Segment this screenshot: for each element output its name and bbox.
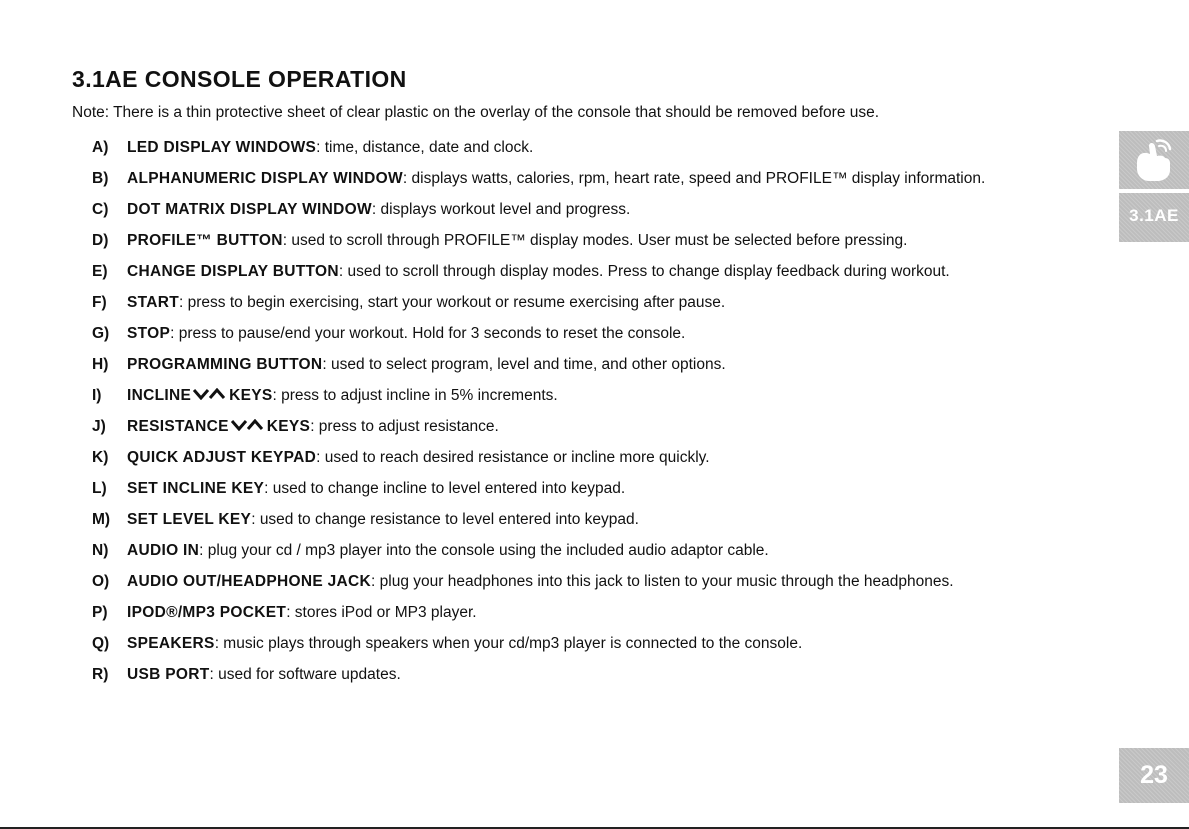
item-description: : displays watts, calories, rpm, heart rate, speed and PROFILE™ display information. — [402, 170, 986, 187]
list-item — [92, 353, 985, 384]
item-description: : used to scroll through PROFILE™ display modes. User must be selected before pressing. — [282, 232, 908, 249]
item-letter: C) — [92, 201, 109, 218]
item-term: SET INCLINE KEY — [127, 480, 265, 497]
section-tab — [1119, 193, 1189, 242]
item-letter: F) — [92, 294, 107, 311]
section-label: 3.1AE — [1129, 206, 1179, 225]
item-description: : used to change incline to level entered into keypad. — [264, 480, 626, 497]
list-item — [92, 415, 985, 446]
page-number-tab — [1119, 748, 1189, 803]
item-letter: G) — [92, 325, 110, 342]
item-term: PROFILE™ BUTTON — [127, 232, 283, 249]
list-item — [92, 477, 985, 508]
item-description: : press to begin exercising, start your workout or resume exercising after pause. — [179, 294, 726, 311]
item-term: STOP — [127, 325, 171, 342]
item-letter: N) — [92, 542, 109, 559]
list-item — [92, 136, 985, 167]
item-term: CHANGE DISPLAY BUTTON — [127, 263, 339, 280]
item-letter: J) — [92, 418, 106, 436]
item-description: : stores iPod or MP3 player. — [286, 604, 477, 621]
console-feature-list — [92, 136, 985, 694]
item-term: ALPHANUMERIC DISPLAY WINDOW — [127, 170, 403, 187]
item-term: RESISTANCE — [127, 418, 229, 436]
item-term: INCLINE — [127, 387, 192, 405]
list-item — [92, 198, 985, 229]
item-letter: O) — [92, 573, 110, 590]
item-letter: E) — [92, 263, 108, 280]
item-term: AUDIO OUT/HEADPHONE JACK — [127, 573, 372, 590]
item-term: USB PORT — [127, 666, 210, 683]
list-item — [92, 167, 985, 198]
list-item — [92, 260, 985, 291]
chapter-icon-tab — [1119, 131, 1189, 189]
item-letter: H) — [92, 356, 109, 373]
item-term: SPEAKERS — [127, 635, 215, 652]
item-description: : plug your cd / mp3 player into the console using the included audio adaptor cable. — [199, 542, 769, 559]
list-item — [92, 663, 985, 694]
item-description: : used to reach desired resistance or incline more quickly. — [316, 449, 710, 466]
item-letter: R) — [92, 666, 109, 683]
item-description: : time, distance, date and clock. — [316, 139, 534, 156]
item-term: SET LEVEL KEY — [127, 511, 252, 528]
item-description: : press to adjust incline in 5% increments. — [272, 387, 558, 405]
item-term: IPOD®/MP3 POCKET — [127, 604, 287, 621]
page-number: 23 — [1140, 761, 1168, 789]
down-up-arrows-icon — [231, 415, 263, 439]
item-term: START — [127, 294, 180, 311]
down-up-arrows-icon — [193, 384, 225, 408]
item-letter: Q) — [92, 635, 110, 652]
item-description: : press to pause/end your workout. Hold for 3 seconds to reset the console. — [170, 325, 686, 342]
item-description: : used to select program, level and time, and other options. — [322, 356, 726, 373]
item-term: AUDIO IN — [127, 542, 200, 559]
item-description: : used to change resistance to level entered into keypad. — [251, 511, 639, 528]
item-term-suffix: KEYS — [229, 387, 273, 405]
item-description: : used for software updates. — [209, 666, 401, 683]
item-term: PROGRAMMING BUTTON — [127, 356, 323, 373]
item-letter: K) — [92, 449, 109, 466]
list-item — [92, 384, 985, 415]
item-description: : displays workout level and progress. — [371, 201, 631, 218]
list-item — [92, 446, 985, 477]
list-item — [92, 229, 985, 260]
item-term: DOT MATRIX DISPLAY WINDOW — [127, 201, 372, 218]
item-description: : music plays through speakers when your cd/mp3 player is connected to the console. — [214, 635, 803, 652]
list-item — [92, 291, 985, 322]
page-title: 3.1AE CONSOLE OPERATION — [72, 66, 407, 92]
list-item — [92, 601, 985, 632]
item-term: QUICK ADJUST KEYPAD — [127, 449, 317, 466]
list-item — [92, 570, 985, 601]
item-letter: B) — [92, 170, 109, 187]
item-letter: I) — [92, 387, 102, 405]
item-letter: P) — [92, 604, 108, 621]
item-letter: A) — [92, 139, 109, 156]
item-description: : plug your headphones into this jack to listen to your music through the headphones. — [371, 573, 954, 590]
list-item — [92, 322, 985, 353]
item-letter: M) — [92, 511, 111, 528]
list-item — [92, 508, 985, 539]
list-item — [92, 632, 985, 663]
item-description: : press to adjust resistance. — [310, 418, 499, 436]
item-letter: D) — [92, 232, 109, 249]
item-term-suffix: KEYS — [266, 418, 311, 436]
list-item — [92, 539, 985, 570]
item-term: LED DISPLAY WINDOWS — [127, 139, 317, 156]
item-description: : used to scroll through display modes. Press to change display feedback during workout. — [338, 263, 950, 280]
note-text: Note: There is a thin protective sheet of clear plastic on the overlay of the console that should be removed before use. — [72, 104, 880, 121]
item-letter: L) — [92, 480, 107, 497]
